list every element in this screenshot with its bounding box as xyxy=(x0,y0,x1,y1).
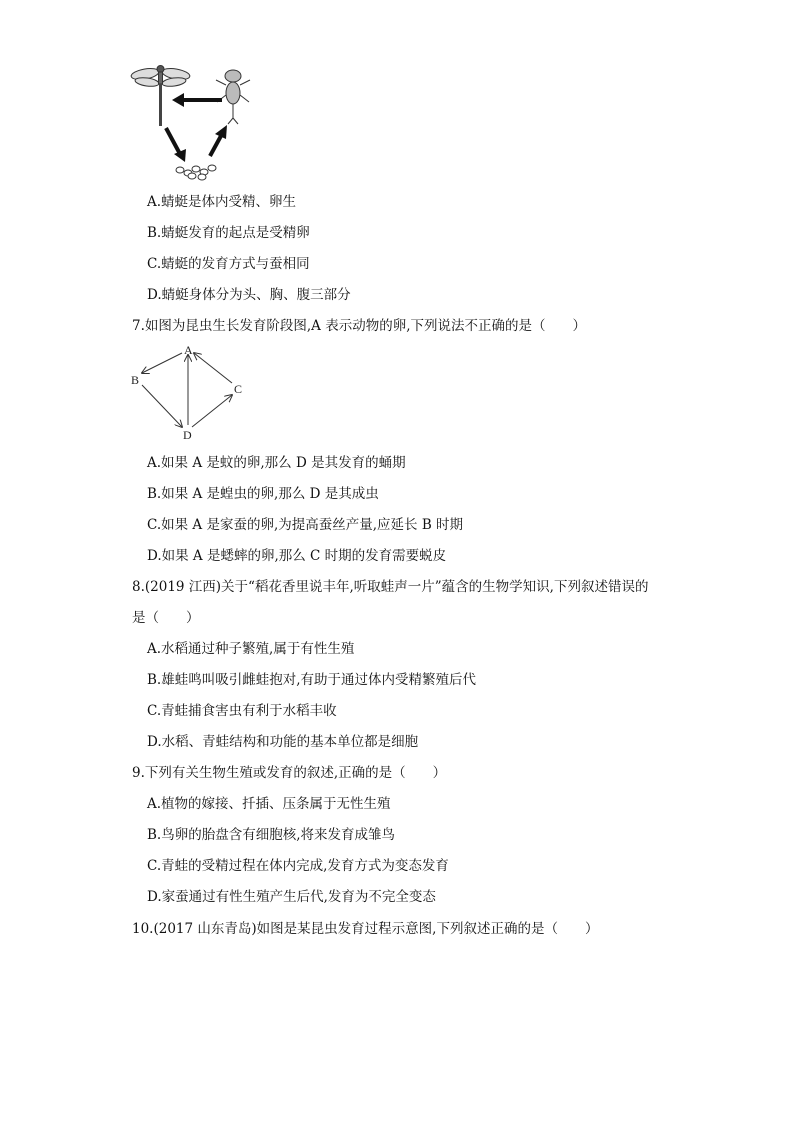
node-b-label: B xyxy=(131,373,140,387)
q7-option-b: B.如果 A 是蝗虫的卵,那么 D 是其成虫 xyxy=(147,486,379,502)
dragonfly-nymph-image xyxy=(216,70,250,124)
dragonfly-lifecycle-figure xyxy=(130,60,260,185)
q6-option-a: A.蜻蜓是体内受精、卵生 xyxy=(147,194,297,210)
q8-stem-line1: 8.(2019 江西)关于“稻花香里说丰年,听取蛙声一片”蕴含的生物学知识,下列叙述错误的 xyxy=(132,579,649,595)
q10-stem: 10.(2017 山东青岛)如图是某昆虫发育过程示意图,下列叙述正确的是（ ） xyxy=(132,921,599,937)
insect-stage-diagram xyxy=(130,343,250,441)
q8-option-c: C.青蛙捕食害虫有利于水稻丰收 xyxy=(147,703,337,719)
q6-option-d: D.蜻蜓身体分为头、胸、腹三部分 xyxy=(147,287,351,303)
node-a-label: A xyxy=(184,343,193,357)
q9-option-a: A.植物的嫁接、扦插、压条属于无性生殖 xyxy=(147,796,391,812)
q8-option-d: D.水稻、青蛙结构和功能的基本单位都是细胞 xyxy=(147,734,419,750)
q8-stem-line2: 是（ ） xyxy=(132,610,200,626)
q7-option-d: D.如果 A 是蟋蟀的卵,那么 C 时期的发育需要蜕皮 xyxy=(147,548,447,564)
q6-option-b: B.蜻蜓发育的起点是受精卵 xyxy=(147,225,310,241)
q6-option-c: C.蜻蜓的发育方式与蚕相同 xyxy=(147,256,310,272)
dragonfly-eggs-image xyxy=(176,165,216,180)
node-c-label: C xyxy=(234,382,243,396)
node-d-label: D xyxy=(183,428,192,442)
q7-option-c: C.如果 A 是家蚕的卵,为提高蚕丝产量,应延长 B 时期 xyxy=(147,517,464,533)
q7-stem: 7.如图为昆虫生长发育阶段图,A 表示动物的卵,下列说法不正确的是（ ） xyxy=(132,318,587,334)
q9-stem: 9.下列有关生物生殖或发育的叙述,正确的是（ ） xyxy=(132,765,447,781)
lifecycle-arrows xyxy=(166,93,227,162)
q7-option-a: A.如果 A 是蚊的卵,那么 D 是其发育的蛹期 xyxy=(147,455,406,471)
q8-option-a: A.水稻通过种子繁殖,属于有性生殖 xyxy=(147,641,355,657)
q9-option-c: C.青蛙的受精过程在体内完成,发育方式为变态发育 xyxy=(147,858,449,874)
q8-option-b: B.雄蛙鸣叫吸引雌蛙抱对,有助于通过体内受精繁殖后代 xyxy=(147,672,477,688)
q9-option-d: D.家蚕通过有性生殖产生后代,发育为不完全变态 xyxy=(147,889,436,905)
q9-option-b: B.鸟卵的胎盘含有细胞核,将来发育成雏鸟 xyxy=(147,827,396,843)
